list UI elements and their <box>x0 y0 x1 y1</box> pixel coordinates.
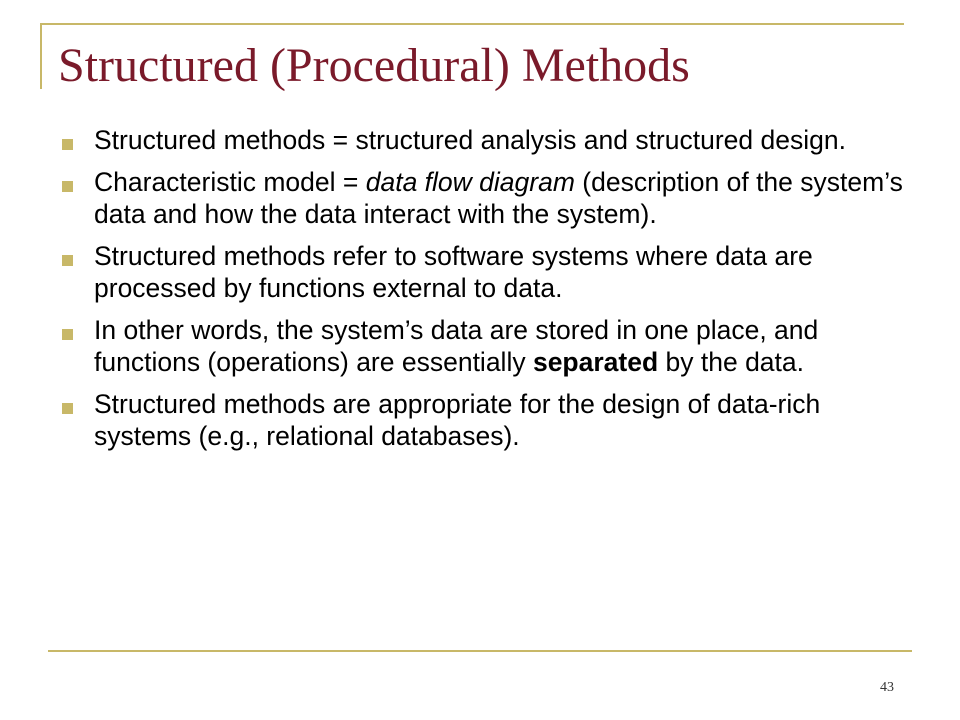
bullet-item <box>58 166 920 230</box>
bullet-item <box>58 240 920 304</box>
bullet-run-bold: separated <box>532 347 659 377</box>
bullet-text <box>94 315 818 377</box>
bullet-item <box>58 388 920 452</box>
bullet-run-italic: data flow diagram <box>365 167 575 197</box>
bullet-text <box>94 389 820 451</box>
square-bullet-icon <box>62 139 73 150</box>
bullet-text <box>94 125 846 155</box>
bullet-run: Characteristic model = <box>94 167 366 197</box>
slide-title: Structured (Procedural) Methods <box>58 39 690 92</box>
bullet-list <box>58 124 920 462</box>
bullet-text <box>94 241 813 303</box>
square-bullet-icon <box>62 403 73 414</box>
bullet-run: Structured methods refer to software systems where data are processed by functions external to data. <box>94 241 813 303</box>
bullet-item <box>58 314 920 378</box>
bullet-run: by the data. <box>658 347 805 377</box>
square-bullet-icon <box>62 255 73 266</box>
square-bullet-icon <box>62 329 73 340</box>
bullet-item <box>58 124 920 156</box>
bullet-text <box>94 167 903 229</box>
frame-left-line <box>40 23 42 89</box>
bullet-run: Structured methods = structured analysis and structured design. <box>94 125 846 155</box>
frame-top-line <box>40 23 904 25</box>
page-number: 43 <box>880 680 894 695</box>
frame-bottom-line <box>48 650 912 652</box>
bullet-run: Structured methods are appropriate for the design of data-rich systems (e.g., relational databases). <box>94 389 821 451</box>
square-bullet-icon <box>62 181 73 192</box>
bullet-run: (description of the system’s data and how the data interact with the system). <box>94 167 903 229</box>
bullet-run: In other words, the system’s data are stored in one place, and functions (operations) are essentially <box>94 315 819 377</box>
